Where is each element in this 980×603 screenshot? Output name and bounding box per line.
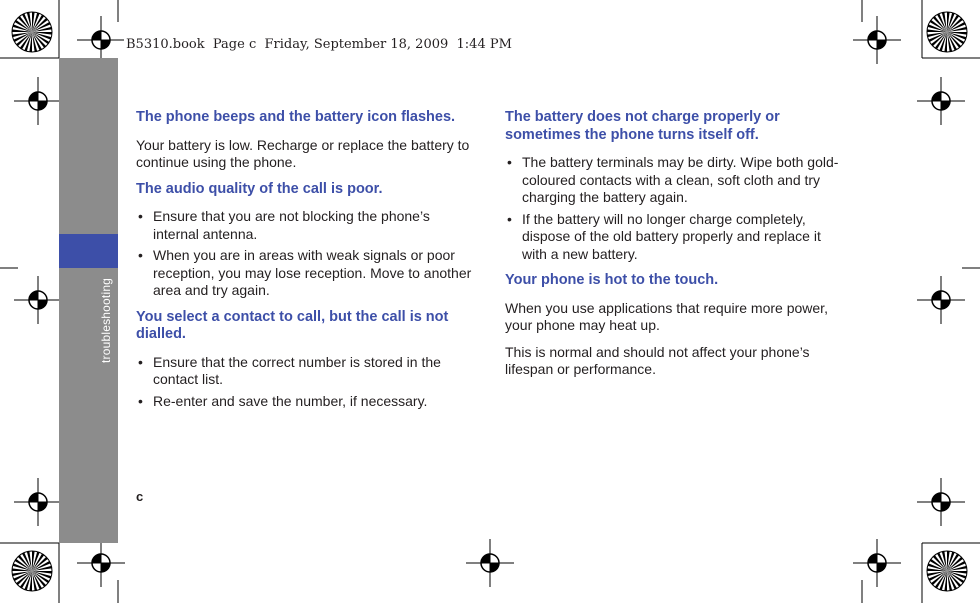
registration-mark-icon <box>917 478 965 526</box>
list-item: • If the battery will no longer charge completely, dispose of the old battery properly and replace it with a new battery. <box>507 210 821 262</box>
list-item: • The battery terminals may be dirty. Wipe both gold-coloured contacts with a clean, soft cloth and try charging the battery again. <box>507 154 839 205</box>
registration-mark-icon <box>466 539 514 587</box>
sidebar-section-label: troubleshooting <box>99 278 113 364</box>
registration-mark-icon <box>14 77 62 125</box>
heading-battery-beeps: The phone beeps and the battery icon flashes. <box>136 109 456 125</box>
registration-mark-icon <box>77 16 125 64</box>
list-item: • Ensure that you are not blocking the phone’s internal antenna. <box>138 208 430 242</box>
bullet-list-battery <box>505 154 843 263</box>
registration-mark-icon <box>14 276 62 324</box>
registration-mark-icon <box>917 77 965 125</box>
left-column <box>136 109 476 419</box>
sidebar-tab-marker <box>59 234 118 268</box>
registration-mark-icon <box>853 16 901 64</box>
paragraph-battery-low: Your battery is low. Recharge or replace the battery to continue using the phone. <box>136 136 470 170</box>
heading-contact-call: You select a contact to call, but the call is not dialled. <box>136 308 449 342</box>
registration-mark-icon <box>917 276 965 324</box>
paragraph-heat-normal: This is normal and should not affect your phone’s lifespan or performance. <box>505 343 810 377</box>
registration-mark-icon <box>853 539 901 587</box>
list-item: • When you are in areas with weak signals or poor reception, you may lose reception. Move to another area and try again. <box>138 247 472 298</box>
star-target-icon <box>12 551 52 591</box>
bullet-list-contact <box>136 354 476 411</box>
list-item: • Re-enter and save the number, if necessary. <box>138 392 428 409</box>
star-target-icon <box>927 12 967 52</box>
list-item: • Ensure that the correct number is stored in the contact list. <box>138 353 441 387</box>
heading-phone-hot: Your phone is hot to the touch. <box>505 272 719 288</box>
star-target-icon <box>927 551 967 591</box>
paragraph-heat-cause: When you use applications that require more power, your phone may heat up. <box>505 299 828 333</box>
print-header-line: B5310.book Page c Friday, September 18, 2009 1:44 PM <box>126 37 512 52</box>
registration-mark-icon <box>14 478 62 526</box>
heading-battery-charge: The battery does not charge properly or sometimes the phone turns itself off. <box>505 109 780 143</box>
star-target-icon <box>12 12 52 52</box>
heading-audio-quality: The audio quality of the call is poor. <box>136 180 383 197</box>
bullet-list-audio <box>136 208 476 300</box>
right-column <box>505 109 843 388</box>
page-number: c <box>136 489 144 504</box>
registration-mark-icon <box>77 539 125 587</box>
